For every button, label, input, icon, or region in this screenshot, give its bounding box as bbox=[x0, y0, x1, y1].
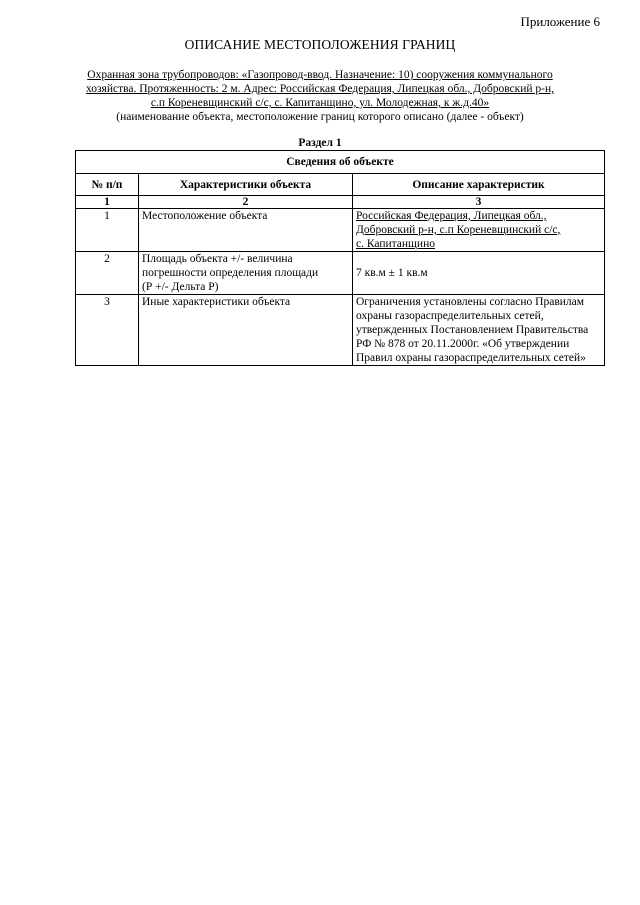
description-line: 7 кв.м ± 1 кв.м bbox=[356, 267, 428, 279]
table-row bbox=[76, 209, 605, 252]
column-number: 3 bbox=[353, 196, 605, 209]
characteristic-line: погрешности определения площади bbox=[142, 267, 319, 279]
row-characteristic bbox=[139, 295, 353, 366]
column-header-characteristic: Характеристики объекта bbox=[139, 174, 353, 196]
table-row bbox=[76, 295, 605, 366]
characteristic-line: Площадь объекта +/- величина bbox=[142, 253, 293, 265]
object-name-line: хозяйства. Протяженность: 2 м. Адрес: Российская Федерация, Липецкая обл., Добровский р-н, bbox=[85, 83, 555, 95]
description-line: Ограничения установлены согласно Правилам bbox=[356, 296, 585, 308]
object-name-line: с.п Кореневщинский с/с, с. Капитанщино, ул. Молодежная, к ж.д.40» bbox=[150, 97, 490, 109]
description-line: Правил охраны газораспределительных сетей» bbox=[356, 352, 586, 364]
description-line: с. Капитанщино bbox=[356, 238, 435, 250]
description-line: Российская Федерация, Липецкая обл., bbox=[356, 210, 547, 222]
row-description bbox=[353, 209, 605, 252]
column-header-row bbox=[76, 174, 605, 196]
table-title: Сведения об объекте bbox=[76, 151, 605, 174]
row-description bbox=[353, 295, 605, 366]
object-info-table bbox=[75, 150, 605, 366]
table-row bbox=[76, 252, 605, 295]
description-line: РФ № 878 от 20.11.2000г. «Об утверждении bbox=[356, 338, 570, 350]
column-header-num: № п/п bbox=[76, 174, 139, 196]
section-title: Раздел 1 bbox=[298, 137, 342, 149]
characteristic-line: Местоположение объекта bbox=[142, 210, 268, 222]
column-number: 1 bbox=[76, 196, 139, 209]
row-number: 1 bbox=[76, 209, 139, 252]
row-number: 2 bbox=[76, 252, 139, 295]
table-title-row bbox=[76, 151, 605, 174]
row-characteristic bbox=[139, 209, 353, 252]
row-characteristic bbox=[139, 252, 353, 295]
description-line: утвержденных Постановлением Правительства bbox=[356, 324, 589, 336]
column-number-row bbox=[76, 196, 605, 209]
appendix-label: Приложение 6 bbox=[520, 14, 600, 29]
row-description bbox=[353, 252, 605, 295]
object-name-block bbox=[60, 68, 580, 124]
document-title: ОПИСАНИЕ МЕСТОПОЛОЖЕНИЯ ГРАНИЦ bbox=[184, 37, 456, 52]
object-name-line: Охранная зона трубопроводов: «Газопровод-ввод. Назначение: 10) сооружения коммунального bbox=[87, 69, 553, 81]
object-name-caption: (наименование объекта, местоположение границ которого описано (далее - объект) bbox=[116, 111, 524, 123]
description-line: Добровский р-н, с.п Кореневщинский с/с, bbox=[356, 224, 561, 236]
row-number: 3 bbox=[76, 295, 139, 366]
description-line: охраны газораспределительных сетей, bbox=[356, 310, 544, 322]
characteristic-line: Иные характеристики объекта bbox=[142, 296, 291, 308]
column-number: 2 bbox=[139, 196, 353, 209]
column-header-description: Описание характеристик bbox=[353, 174, 605, 196]
characteristic-line: (Р +/- Дельта Р) bbox=[142, 281, 219, 293]
